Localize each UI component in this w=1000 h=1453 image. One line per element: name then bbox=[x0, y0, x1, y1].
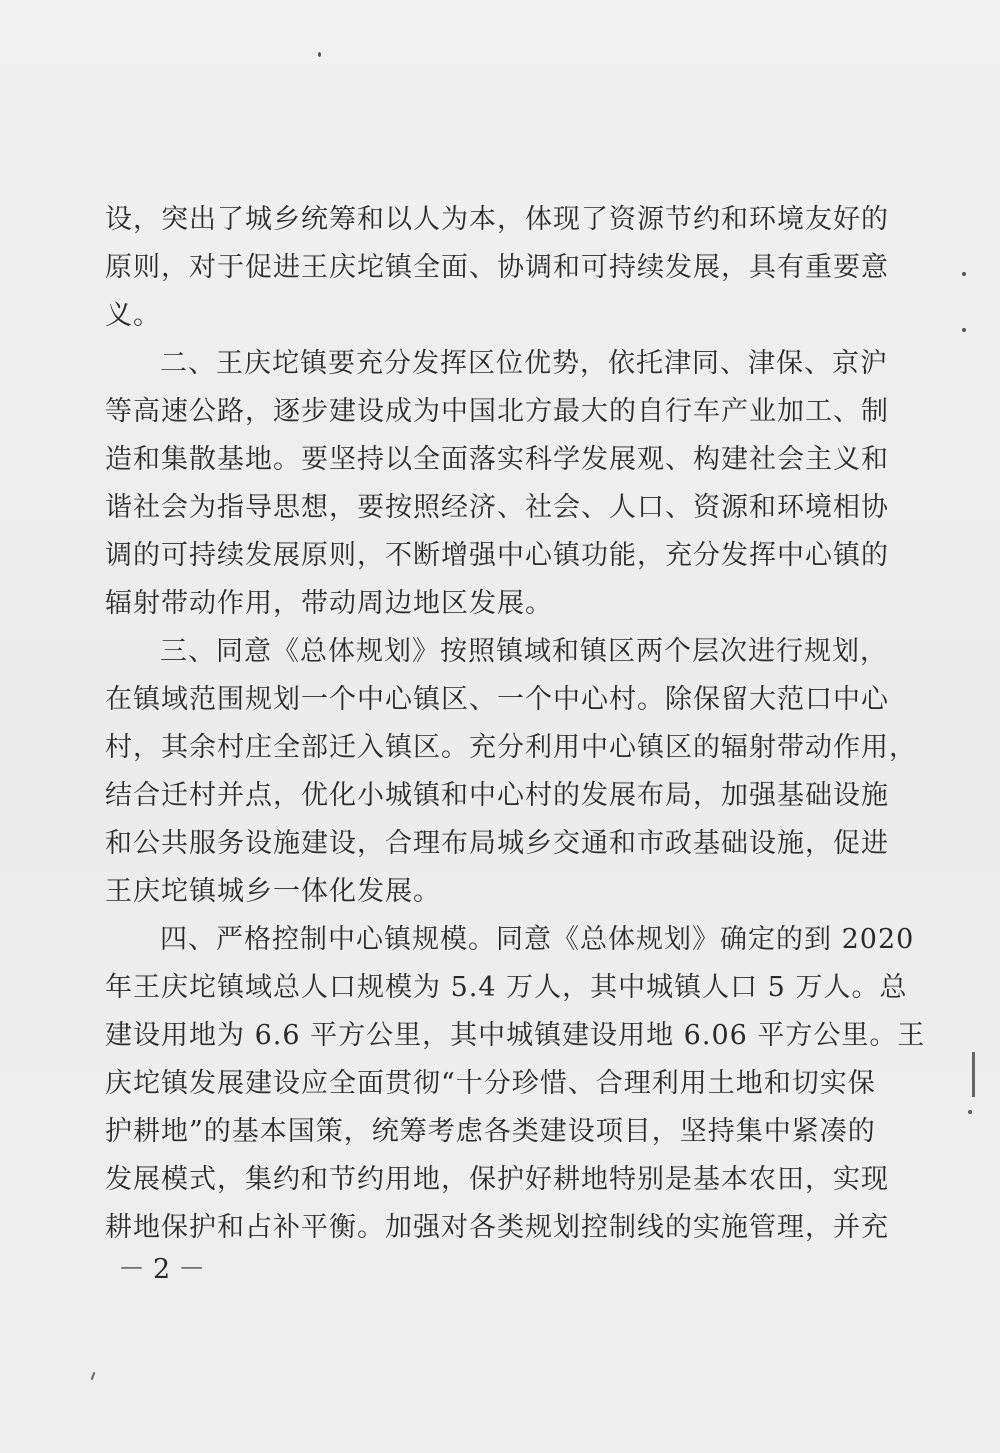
body-line: 王庆坨镇城乡一体化发展。 bbox=[105, 876, 441, 907]
scan-mark bbox=[972, 1052, 975, 1097]
body-line: 在镇域范围规划一个中心镇区、一个中心村。除保留大范口中心 bbox=[105, 684, 889, 715]
body-line: 和公共服务设施建设，合理布局城乡交通和市政基础设施，促进 bbox=[105, 828, 889, 859]
body-line: 谐社会为指导思想，要按照经济、社会、人口、资源和环境相协 bbox=[105, 492, 889, 523]
scan-speck bbox=[318, 52, 321, 57]
scan-speck bbox=[968, 1110, 972, 1114]
body-line: 庆坨镇发展建设应全面贯彻“十分珍惜、合理利用土地和切实保 bbox=[105, 1068, 876, 1099]
scan-speck bbox=[962, 328, 966, 332]
body-line: 调的可持续发展原则，不断增强中心镇功能，充分发挥中心镇的 bbox=[105, 540, 889, 571]
body-line: 护耕地”的基本国策，统筹考虑各类建设项目，坚持集中紧凑的 bbox=[105, 1116, 876, 1147]
body-line: 设，突出了城乡统筹和以人为本，体现了资源节约和环境友好的 bbox=[105, 204, 889, 235]
body-line: 造和集散基地。要坚持以全面落实科学发展观、构建社会主义和 bbox=[105, 444, 889, 475]
paragraph-start-line: 二、王庆坨镇要充分发挥区位优势，依托津同、津保、京沪 bbox=[160, 348, 888, 379]
body-line: 发展模式，集约和节约用地，保护好耕地特别是基本农田，实现 bbox=[105, 1164, 889, 1195]
body-line: 辐射带动作用，带动周边地区发展。 bbox=[105, 588, 553, 619]
page-number: －2－ bbox=[118, 1254, 214, 1285]
body-line: 耕地保护和占补平衡。加强对各类规划控制线的实施管理，并充 bbox=[105, 1212, 889, 1243]
body-line: 建设用地为 6.6 平方公里，其中城镇建设用地 6.06 平方公里。王 bbox=[105, 1020, 926, 1051]
body-line: 结合迁村并点，优化小城镇和中心村的发展布局，加强基础设施 bbox=[105, 780, 889, 811]
scan-mark bbox=[91, 1372, 96, 1380]
paragraph-start-line: 四、严格控制中心镇规模。同意《总体规划》确定的到 2020 bbox=[160, 924, 915, 955]
body-line: 村，其余村庄全部迁入镇区。充分利用中心镇区的辐射带动作用， bbox=[105, 732, 917, 763]
body-line: 原则，对于促进王庆坨镇全面、协调和可持续发展，具有重要意 bbox=[105, 252, 889, 283]
paragraph-start-line: 三、同意《总体规划》按照镇域和镇区两个层次进行规划， bbox=[160, 636, 888, 667]
scan-speck bbox=[962, 272, 966, 276]
body-line: 年王庆坨镇域总人口规模为 5.4 万人，其中城镇人口 5 万人。总 bbox=[105, 972, 908, 1003]
body-line: 等高速公路，逐步建设成为中国北方最大的自行车产业加工、制 bbox=[105, 396, 889, 427]
body-line: 义。 bbox=[105, 300, 161, 331]
